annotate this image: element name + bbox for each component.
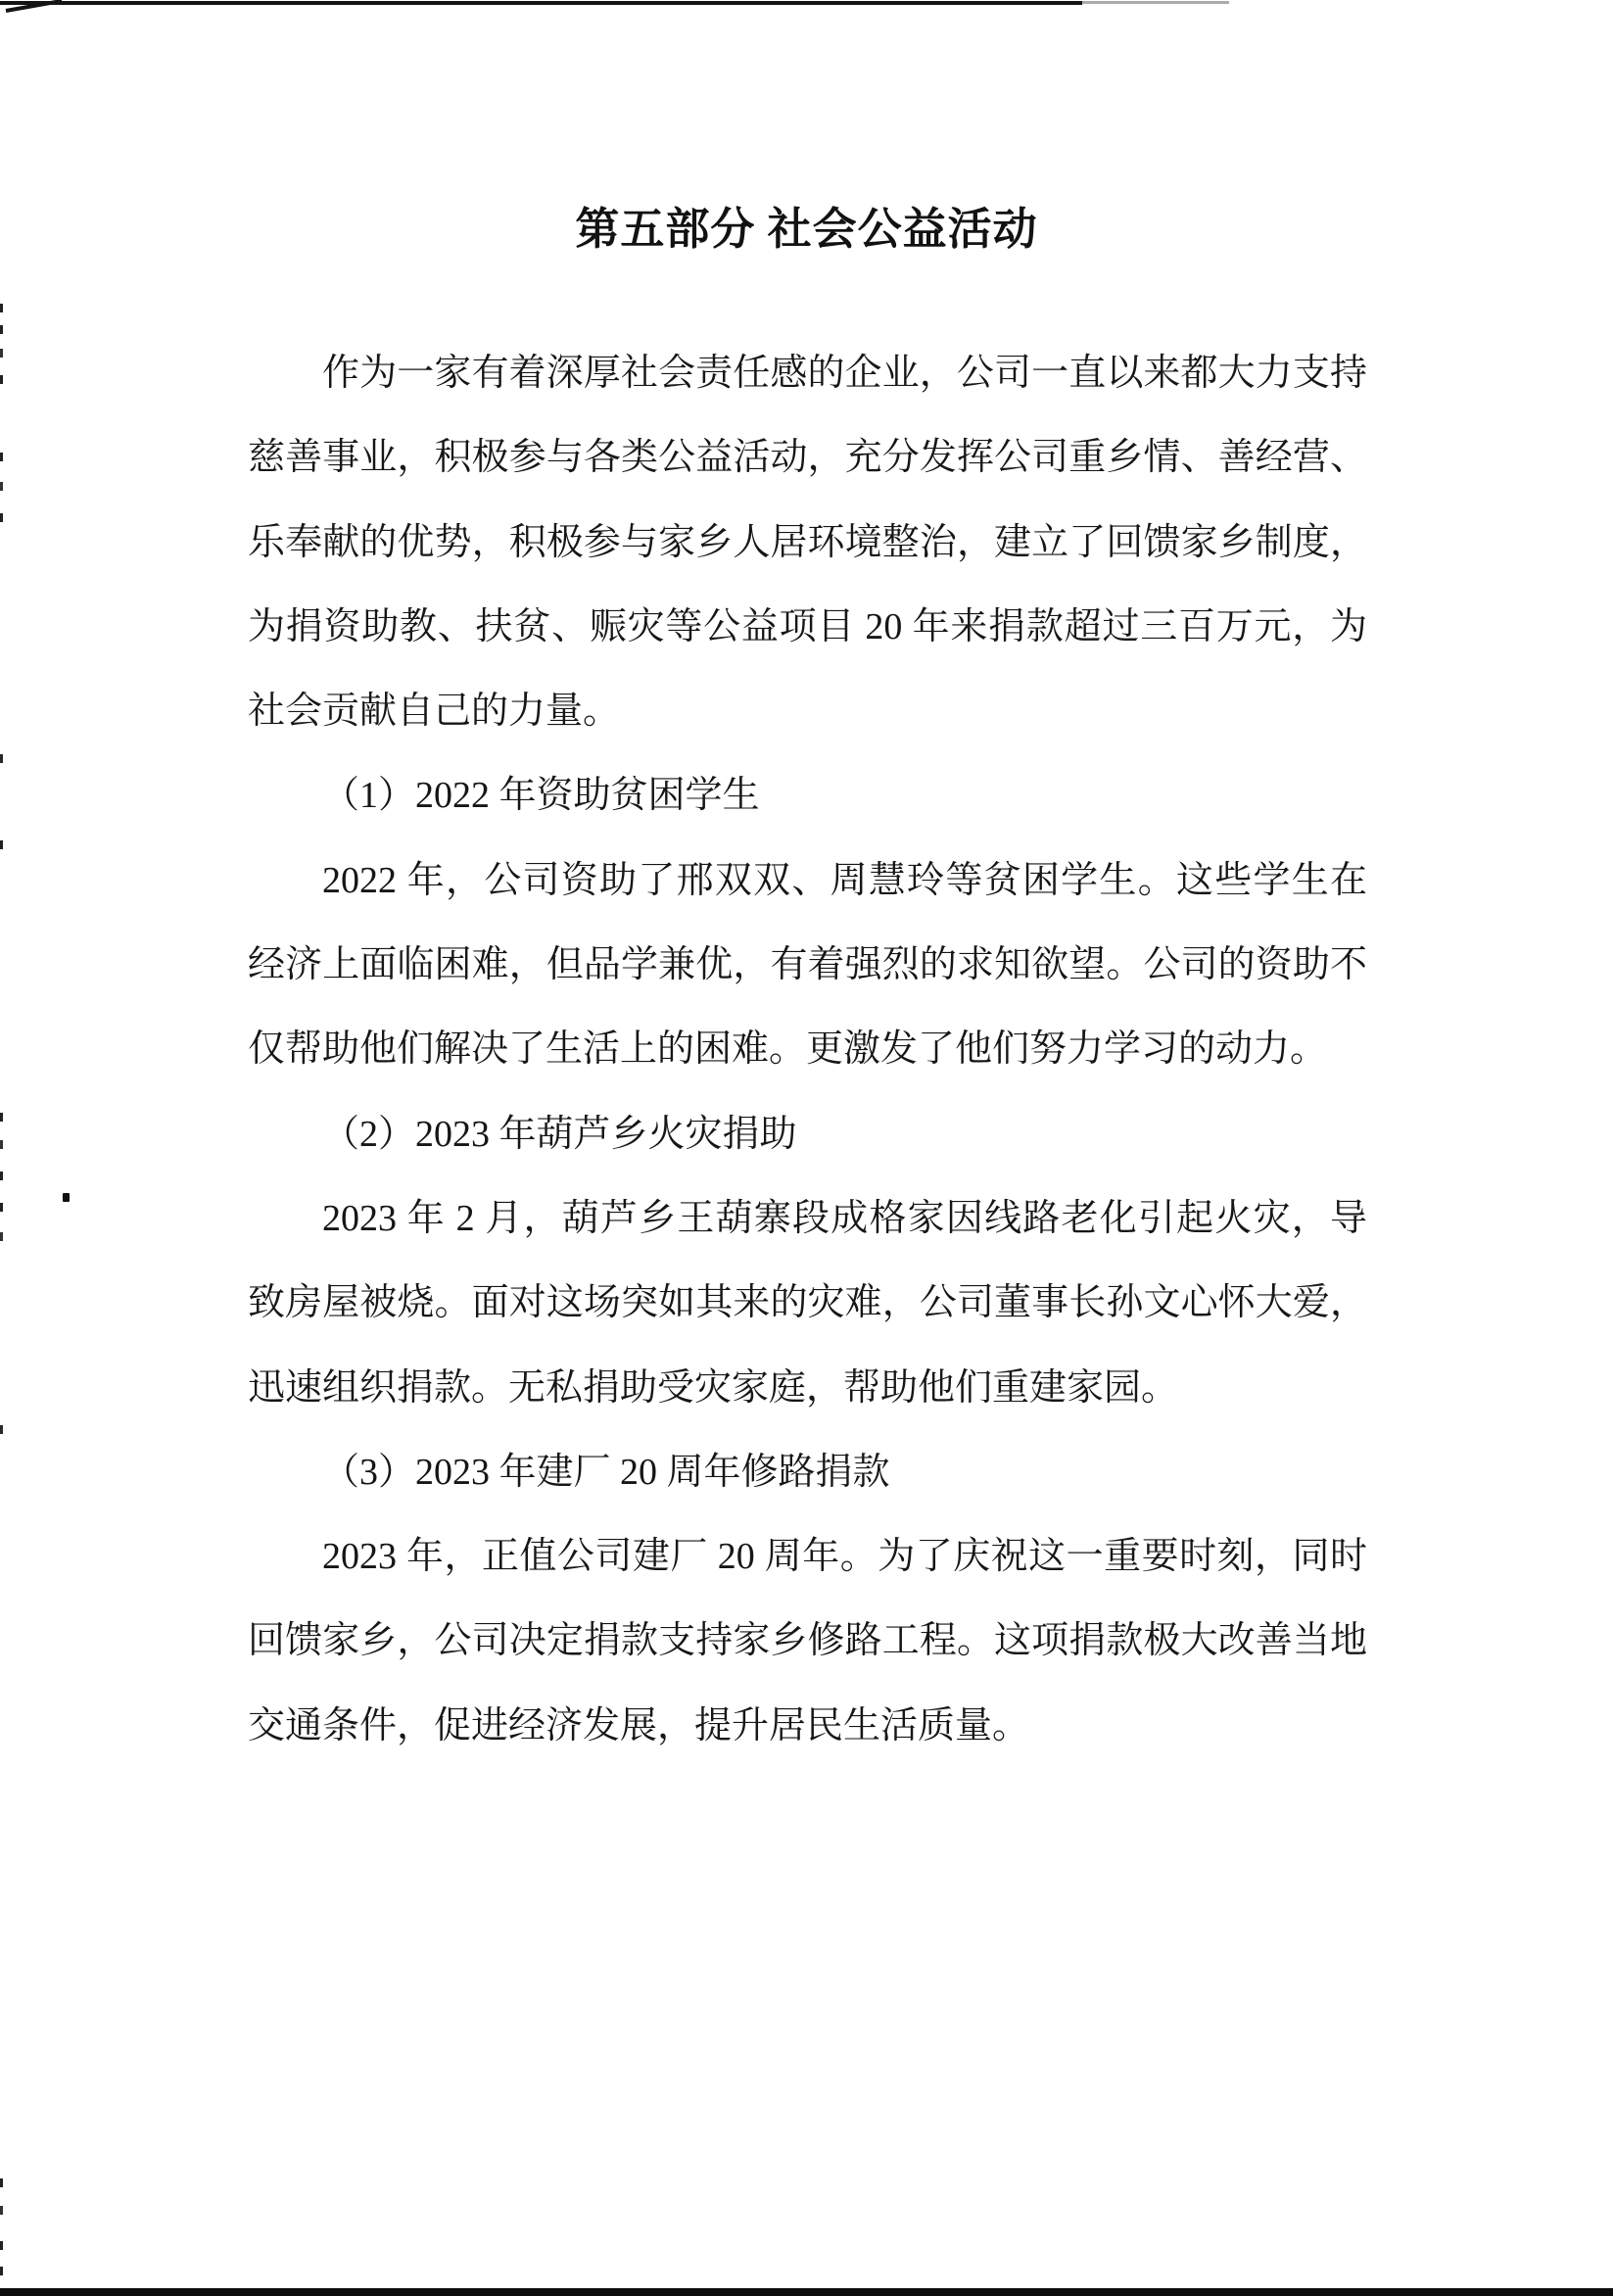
scan-artifact-left-specks <box>0 304 3 312</box>
document-body <box>248 331 1367 1768</box>
paragraph-line: 致房屋被烧。面对这场突如其来的灾难，公司董事长孙文心怀大爱， <box>248 1282 1367 1324</box>
paragraph-line: 经济上面临困难，但品学兼优，有着强烈的求知欲望。公司的资助不 <box>248 944 1367 986</box>
section-heading: （1）2022 年资助贫困学生 <box>322 775 760 817</box>
page-title: 第五部分 社会公益活动 <box>575 205 1038 254</box>
scan-artifact-ink-dot <box>63 1193 70 1202</box>
paragraph-line: 2023 年 2 月，葫芦乡王葫寨段成格家因线路老化引起火灾，导 <box>322 1197 1367 1239</box>
section-heading: （2）2023 年葫芦乡火灾捐助 <box>322 1113 797 1155</box>
paragraph-line: 交通条件，促进经济发展，提升居民生活质量。 <box>248 1704 1030 1746</box>
section-heading: （3）2023 年建厂 20 周年修路捐款 <box>322 1451 890 1493</box>
paragraph-line: 乐奉献的优势，积极参与家乡人居环境整治，建立了回馈家乡制度， <box>248 521 1367 563</box>
paragraph-line: 慈善事业，积极参与各类公益活动，充分发挥公司重乡情、善经营、 <box>248 437 1367 479</box>
scan-artifact-top-edge <box>0 1 1082 5</box>
scan-artifact-top-edge-fade <box>1082 1 1229 4</box>
scan-artifact-bottom-edge <box>0 2288 1613 2296</box>
paragraph-line: 仅帮助他们解决了生活上的困难。更激发了他们努力学习的动力。 <box>248 1028 1328 1071</box>
paragraph-line: 为捐资助教、扶贫、赈灾等公益项目 20 年来捐款超过三百万元，为 <box>248 605 1367 647</box>
paragraph-line: 2022 年，公司资助了邢双双、周慧玲等贫困学生。这些学生在 <box>322 859 1367 901</box>
scan-artifact-corner-tick <box>6 0 63 13</box>
paragraph-line: 社会贡献自己的力量。 <box>248 691 621 733</box>
paragraph-line: 迅速组织捐款。无私捐助受灾家庭，帮助他们重建家园。 <box>248 1366 1179 1409</box>
paragraph-line: 2023 年，正值公司建厂 20 周年。为了庆祝这一重要时刻，同时 <box>322 1536 1367 1578</box>
paragraph-line: 回馈家乡，公司决定捐款支持家乡修路工程。这项捐款极大改善当地 <box>248 1620 1367 1662</box>
paragraph-line: 作为一家有着深厚社会责任感的企业，公司一直以来都大力支持 <box>322 353 1367 394</box>
